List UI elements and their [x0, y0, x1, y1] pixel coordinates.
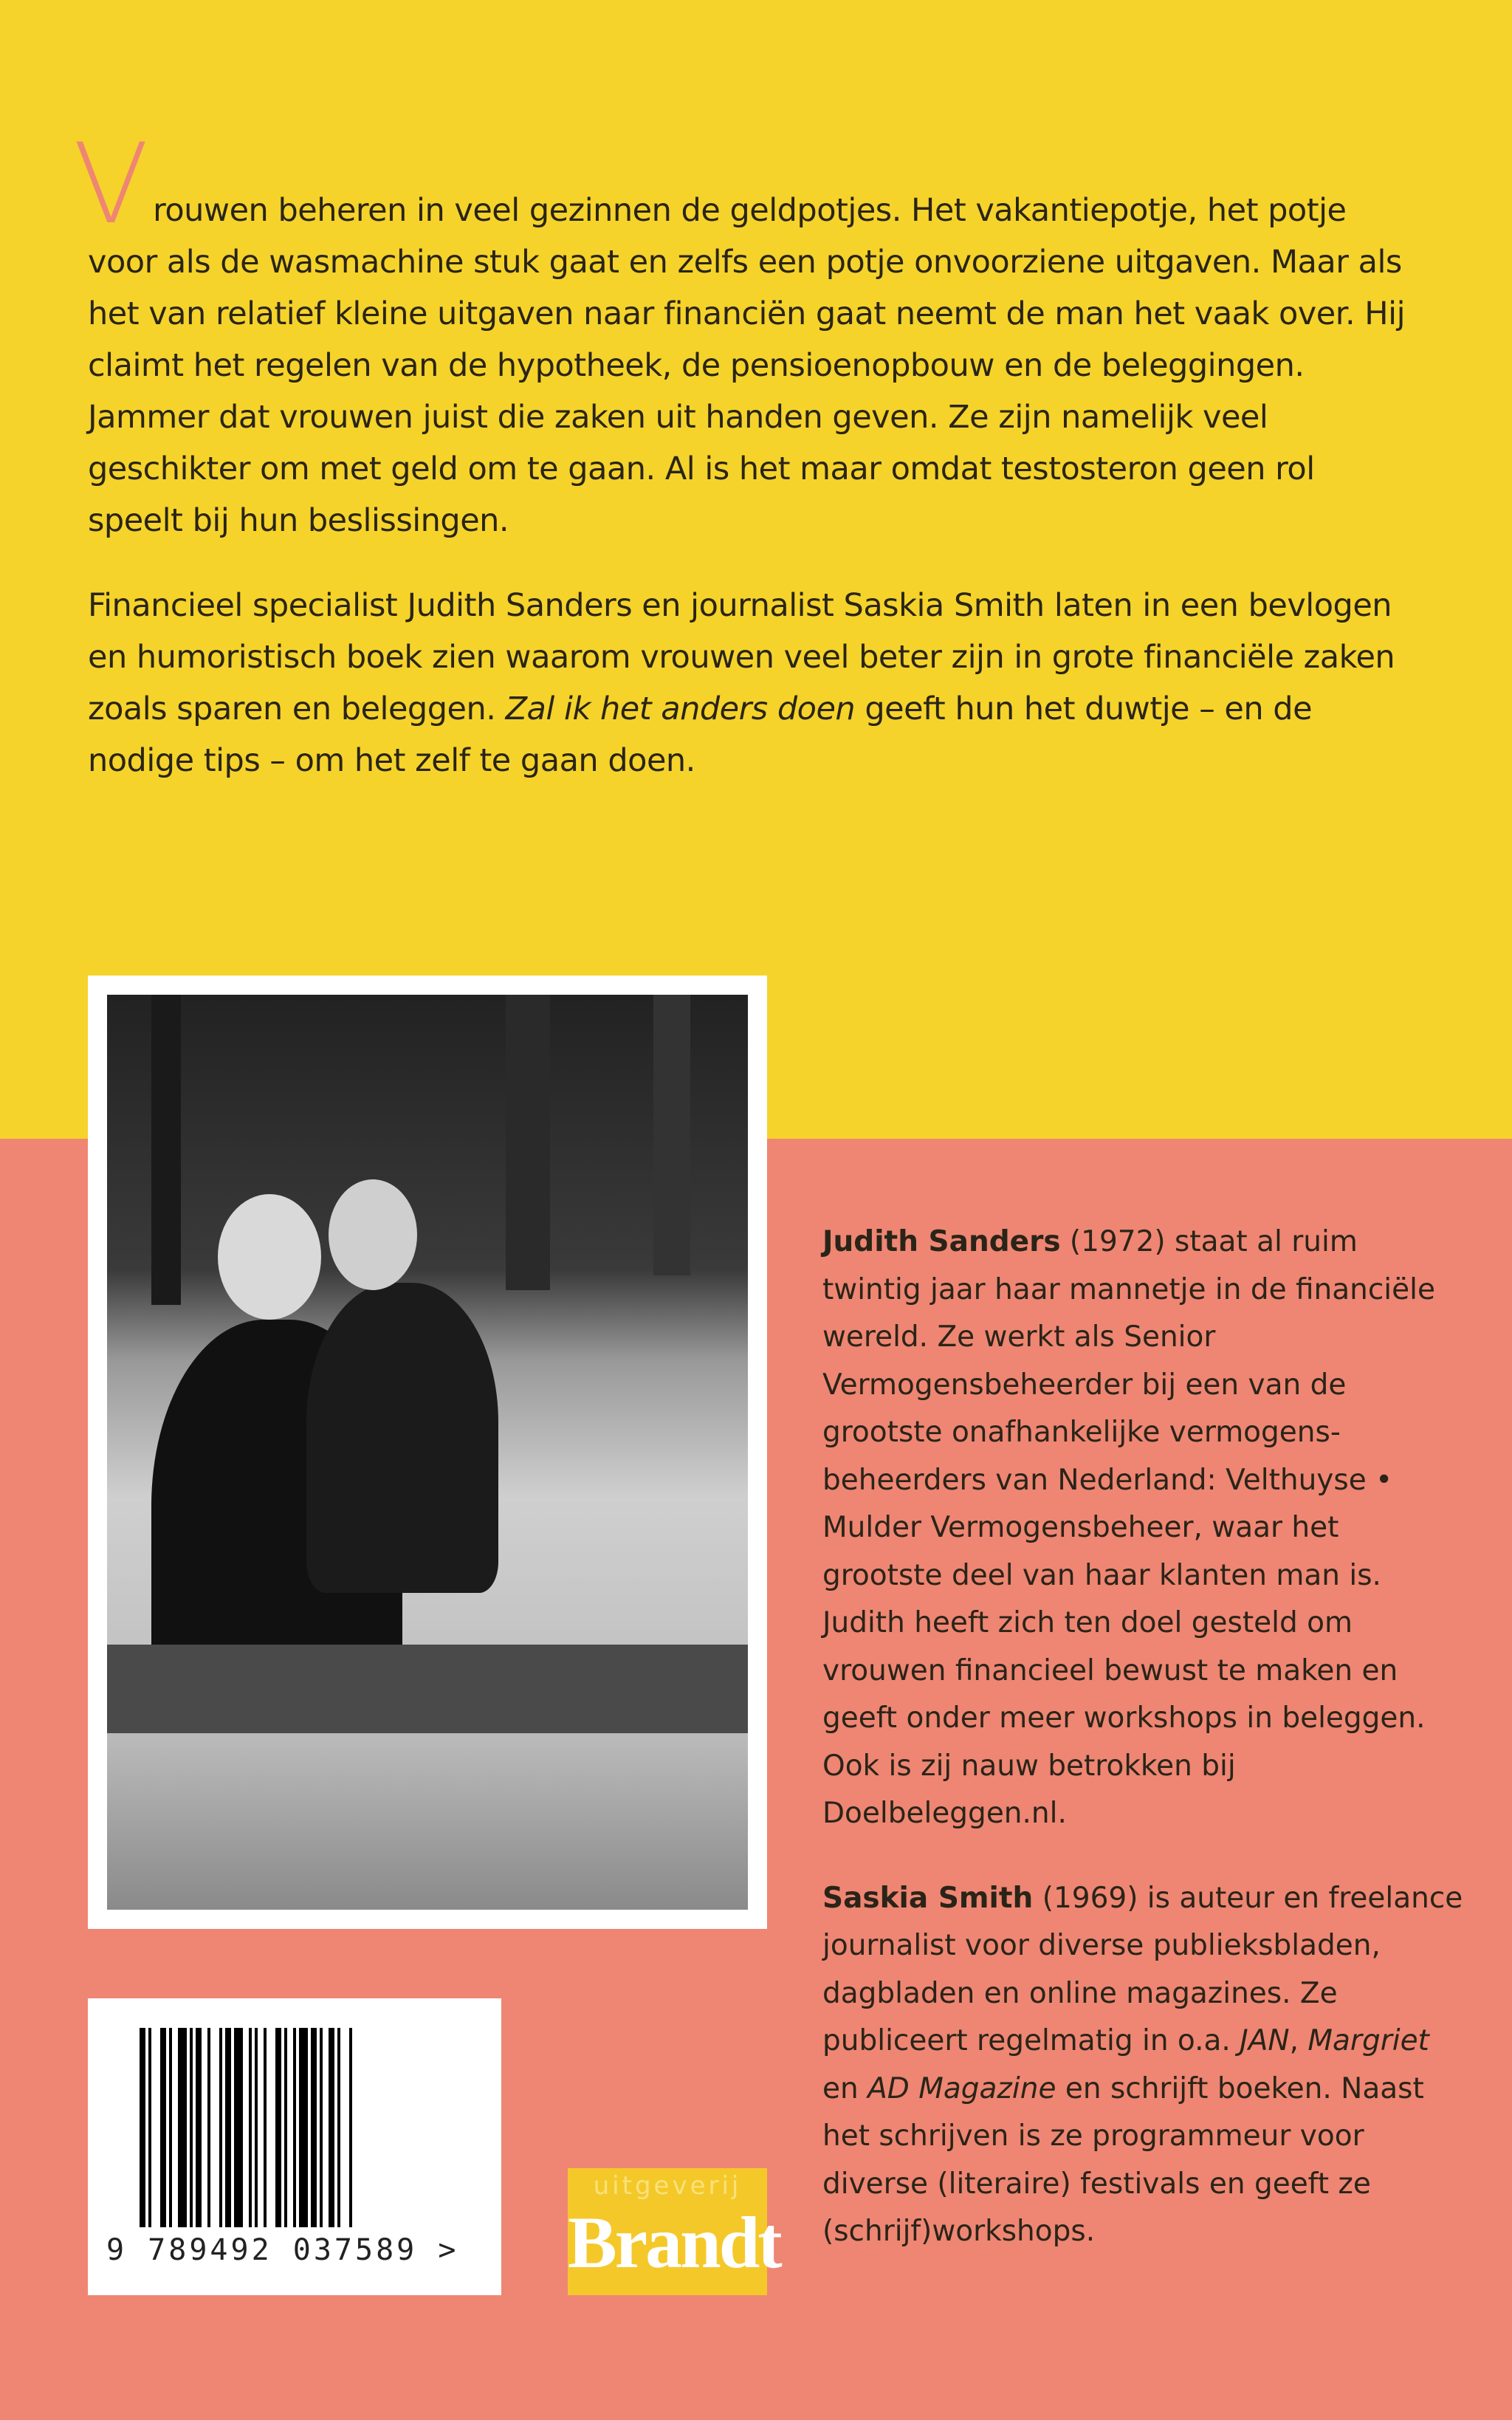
barcode-bar: [329, 2028, 334, 2227]
author-photo: [88, 976, 767, 1929]
barcode-bar: [340, 2028, 349, 2227]
barcode-bar: [323, 2028, 329, 2227]
barcode-bar: [311, 2028, 317, 2227]
magazine-name: JAN: [1240, 2024, 1290, 2057]
bio-text: en schrijft boeken. Naast het schrijven is ze programmeur voor diverse (literaire) festivals en geeft ze (schrijf)workshops.: [822, 2071, 1424, 2248]
barcode-bar: [299, 2028, 308, 2227]
barcode-bar: [160, 2028, 166, 2227]
barcode-bar: [140, 2028, 145, 2227]
isbn-number: 9 789492 037589 >: [106, 2233, 459, 2267]
bio-saskia: [822, 1875, 1465, 2256]
barcode-bar: [210, 2028, 219, 2227]
barcode-bar: [151, 2028, 160, 2227]
barcode-bar: [267, 2028, 275, 2227]
isbn-barcode: [88, 1998, 501, 2295]
barcode-bar: [258, 2028, 264, 2227]
barcode-bar: [196, 2028, 202, 2227]
barcode-bar: [202, 2028, 207, 2227]
barcode-bar: [234, 2028, 243, 2227]
blurb-text-1: rouwen beheren in veel gezinnen de geldpotjes. Het vakantiepotje, het potje voor als de wasmachine stuk gaat en zelfs een potje onvoorziene uitgaven. Maar als het van relatief kleine uitgaven naar financiën gaat neemt de man het vaak over. Hij claimt het regelen van de hypotheek, de pensioenopbouw en de beleggingen. Jammer dat vrouwen juist die zaken uit handen geven. Ze zijn namelijk veel geschikter om met geld om te gaan. Al is het maar omdat testosteron geen rol speelt bij hun beslissingen.: [88, 192, 1406, 539]
blurb-paragraph-2: [88, 580, 1417, 786]
barcode-bars: [140, 2028, 450, 2227]
publisher-label: uitgeverij: [593, 2171, 742, 2201]
barcode-bar: [178, 2028, 187, 2227]
publisher-logo: [568, 2168, 780, 2295]
barcode-bar: [243, 2028, 249, 2227]
author-name: Saskia Smith: [822, 1881, 1034, 1915]
blurb-text-2a: Financieel specialist Judith Sanders en journalist Saskia Smith laten in een bevlogen en humoristisch boek zien waarom vrouwen veel beter zijn in grote financiële zaken zoals sparen en beleggen.: [88, 587, 1395, 727]
barcode-bar: [225, 2028, 231, 2227]
book-title: Zal ik het anders doen: [505, 690, 856, 727]
magazine-name: Margriet: [1307, 2024, 1429, 2057]
blurb-paragraph-1: [73, 120, 1417, 546]
bio-judith: [822, 1218, 1465, 1838]
author-bios: [822, 1218, 1465, 2293]
barcode-bar: [172, 2028, 178, 2227]
barcode-bar: [275, 2028, 281, 2227]
barcode-bar: [352, 2028, 355, 2227]
drop-cap: V: [73, 120, 149, 249]
author-name: Judith Sanders: [822, 1225, 1061, 1258]
bio-text: (1969) is auteur en freelance journalist voor diverse publieksbladen, dagbladen en online magazines. Ze publiceert regelmatig in o.a.: [822, 1881, 1463, 2057]
bio-text: (1972) staat al ruim twintig jaar haar mannetje in de financiële wereld. Ze werkt als Senior Vermogensbeheerder bij een van de grootste onafhankelijke vermogensbeheerders van Nederland: Velthuyse • Mulder Vermogensbeheer, waar het grootste deel van haar klanten man is. Judith heeft zich ten doel gesteld om vrouwen financieel bewust te maken en geeft onder meer workshops in beleggen. Ook is zij nauw betrokken bij Doelbeleggen.nl.: [822, 1225, 1435, 1830]
separator: en: [822, 2071, 868, 2105]
author-photo-image: [107, 995, 748, 1910]
blurb-text-2b: geeft hun het duwtje – en de nodige tips – om het zelf te gaan doen.: [88, 690, 1313, 779]
magazine-name: AD Magazine: [867, 2071, 1056, 2105]
barcode-bar: [287, 2028, 293, 2227]
blurb: [73, 120, 1417, 820]
separator: ,: [1289, 2024, 1308, 2057]
publisher-name: Brandt: [568, 2201, 780, 2283]
